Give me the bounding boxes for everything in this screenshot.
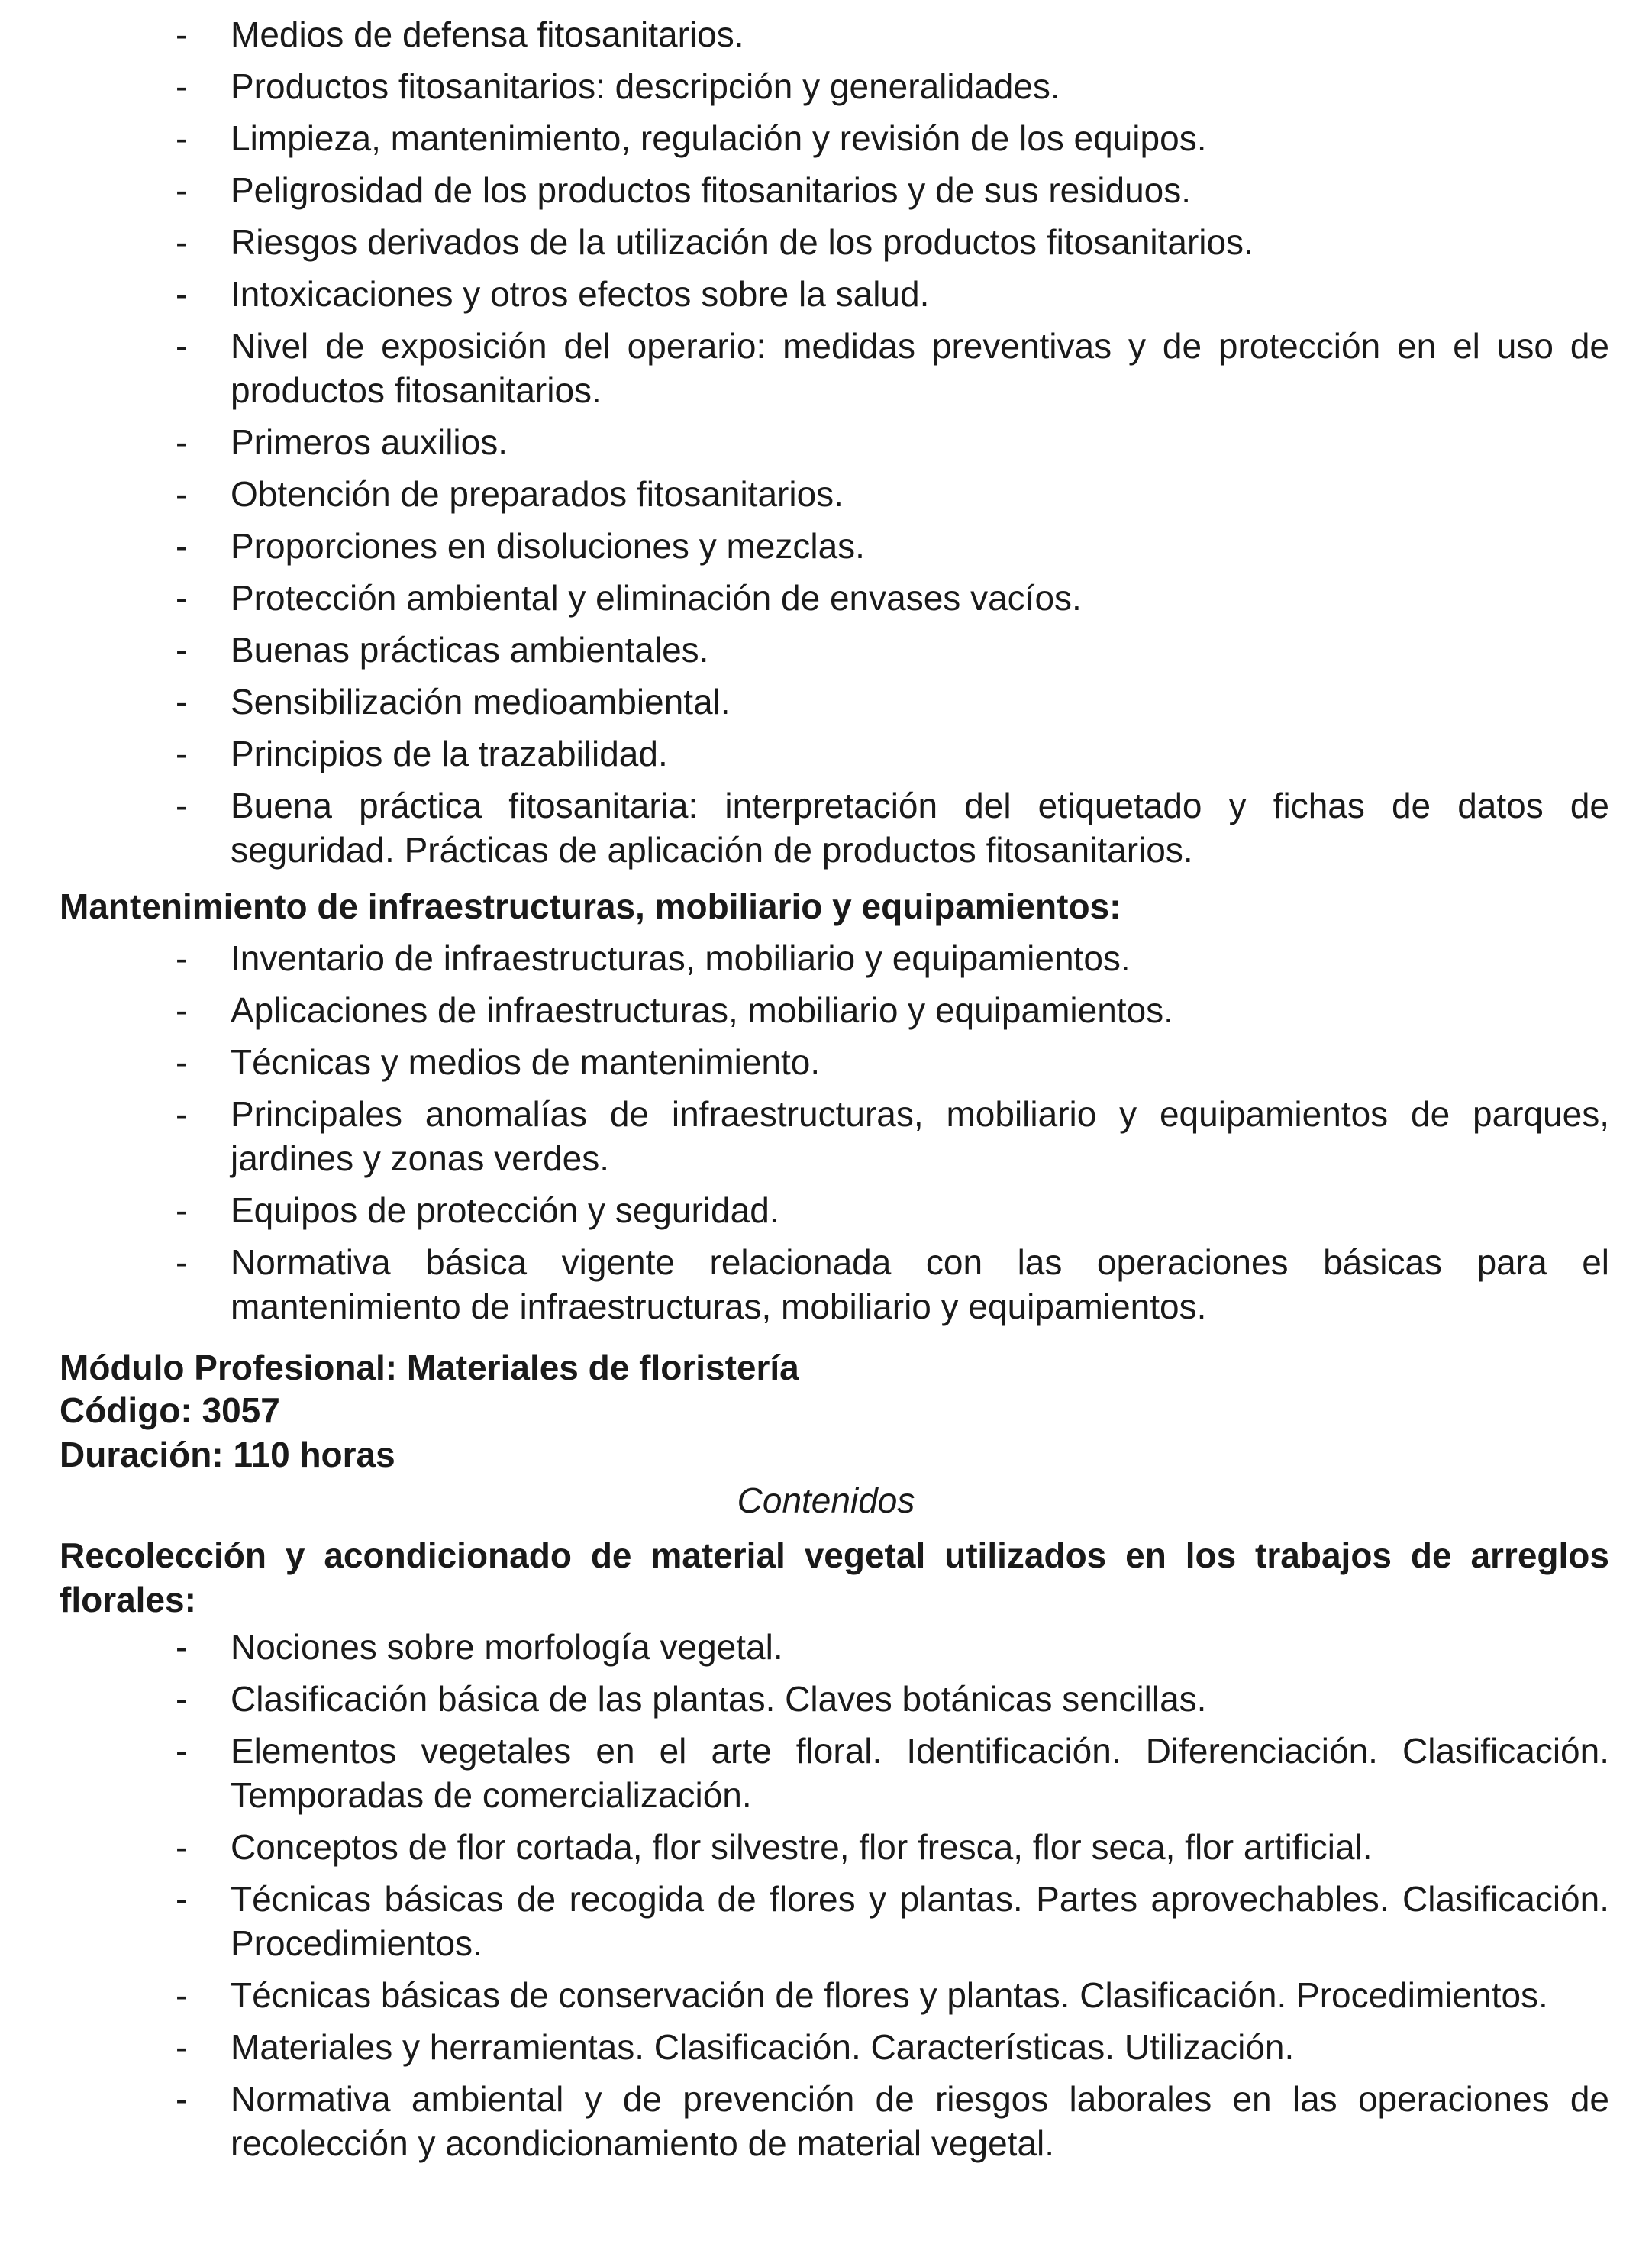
bullet-dash: - [176,990,188,1030]
list-item [176,576,1609,620]
list-item [176,272,1609,316]
bullet-dash: - [176,734,188,773]
bullet-dash: - [176,222,188,262]
bullet-dash: - [176,2027,188,2067]
list-item [176,1877,1609,1965]
bullet-dash: - [176,1094,188,1134]
list-item-text: Medios de defensa fitosanitarios. [231,15,744,54]
list-item-text: Peligrosidad de los productos fitosanitarios y de sus residuos. [231,170,1192,210]
list-item-text: Aplicaciones de infraestructuras, mobiliario y equipamientos. [231,990,1173,1030]
list-item [176,12,1609,57]
list-item [176,220,1609,264]
list-item [176,524,1609,568]
list-item [176,680,1609,724]
list-item-text: Conceptos de flor cortada, flor silvestre, flor fresca, flor seca, flor artificial. [231,1827,1373,1867]
bullet-dash: - [176,526,188,566]
list-item [176,1625,1609,1669]
bullet-dash: - [176,1879,188,1919]
list-item [176,1729,1609,1817]
list-item-text: Principios de la trazabilidad. [231,734,668,773]
list-item-text: Materiales y herramientas. Clasificación. Características. Utilización. [231,2027,1295,2067]
bullet-dash: - [176,15,188,54]
list-item-text: Primeros auxilios. [231,422,508,462]
list-item [176,1040,1609,1084]
list-item-text: Proporciones en disoluciones y mezclas. [231,526,865,566]
bullet-dash: - [176,2079,188,2119]
bullet-dash: - [176,66,188,106]
section2-list [0,936,1609,1336]
bullet-dash: - [176,630,188,670]
bullet-dash: - [176,682,188,722]
bullet-dash: - [176,1679,188,1719]
list-item [176,472,1609,516]
bullet-dash: - [176,1042,188,1082]
list-item [176,116,1609,160]
list-item-text: Principales anomalías de infraestructuras, mobiliario y equipamientos de parques, jardines y zonas verdes. [231,1094,1609,1178]
list-item-text: Técnicas básicas de conservación de flores y plantas. Clasificación. Procedimientos. [231,1975,1548,2015]
bullet-dash: - [176,786,188,825]
bullet-dash: - [176,422,188,462]
list-item [176,1677,1609,1721]
list-item [176,1092,1609,1180]
bullet-dash: - [176,118,188,158]
list-item [176,1240,1609,1329]
list-item-text: Obtención de preparados fitosanitarios. [231,474,844,514]
list-item-text: Nivel de exposición del operario: medidas preventivas y de protección en el uso de productos fitosanitarios. [231,326,1609,410]
bullet-dash: - [176,1827,188,1867]
list-item [176,783,1609,872]
list-item [176,2077,1609,2165]
bullet-dash: - [176,1731,188,1771]
list-item [176,2025,1609,2069]
list-item-text: Elementos vegetales en el arte floral. Identificación. Diferenciación. Clasificación. Temporadas de comercialización. [231,1731,1609,1815]
list-item-text: Productos fitosanitarios: descripción y generalidades. [231,66,1060,106]
list-item [176,936,1609,980]
bullet-dash: - [176,1975,188,2015]
bullet-dash: - [176,1242,188,1282]
list-item-text: Riesgos derivados de la utilización de los productos fitosanitarios. [231,222,1254,262]
list-item-text: Protección ambiental y eliminación de envases vacíos. [231,578,1082,618]
bullet-dash: - [176,170,188,210]
list-item [176,420,1609,464]
list-item [176,1973,1609,2017]
list-item-text: Clasificación básica de las plantas. Claves botánicas sencillas. [231,1679,1207,1719]
list-item [176,324,1609,412]
list-item-text: Nociones sobre morfología vegetal. [231,1627,783,1667]
module-title: Módulo Profesional: Materiales de floristería [60,1348,799,1387]
list-item [176,628,1609,672]
list-item [176,988,1609,1032]
list-item-text: Limpieza, mantenimiento, regulación y revisión de los equipos. [231,118,1207,158]
bullet-dash: - [176,1190,188,1230]
list-item-text: Normativa básica vigente relacionada con las operaciones básicas para el mantenimiento de infraestructuras, mobiliario y equipamientos. [231,1242,1609,1326]
contents-label: Contenidos [737,1480,915,1520]
list-item-text: Inventario de infraestructuras, mobiliario y equipamientos. [231,938,1131,978]
section3-list [0,1625,1609,2173]
bullet-dash: - [176,578,188,618]
bullet-dash: - [176,474,188,514]
bullet-dash: - [176,1627,188,1667]
list-item-text: Técnicas y medios de mantenimiento. [231,1042,821,1082]
list-item-text: Buenas prácticas ambientales. [231,630,709,670]
list-item [176,731,1609,776]
section1-list [0,12,1609,880]
section-heading-recoleccion: Recolección y acondicionado de material vegetal utilizados en los trabajos de arreglos florales: [60,1535,1609,1619]
list-item-text: Buena práctica fitosanitaria: interpretación del etiquetado y fichas de datos de seguridad. Prácticas de aplicación de productos fitosanitarios. [231,786,1609,870]
bullet-dash: - [176,326,188,366]
bullet-dash: - [176,274,188,314]
section-heading-mantenimiento: Mantenimiento de infraestructuras, mobiliario y equipamientos: [60,886,1121,926]
list-item-text: Intoxicaciones y otros efectos sobre la salud. [231,274,930,314]
list-item-text: Técnicas básicas de recogida de flores y plantas. Partes aprovechables. Clasificación. Procedimientos. [231,1879,1609,1963]
list-item-text: Normativa ambiental y de prevención de riesgos laborales en las operaciones de recolección y acondicionamiento de material vegetal. [231,2079,1609,2163]
list-item [176,168,1609,212]
list-item [176,64,1609,108]
list-item-text: Sensibilización medioambiental. [231,682,731,722]
list-item [176,1825,1609,1869]
module-duration: Duración: 110 horas [60,1435,395,1474]
list-item [176,1188,1609,1232]
bullet-dash: - [176,938,188,978]
list-item-text: Equipos de protección y seguridad. [231,1190,779,1230]
module-code: Código: 3057 [60,1390,280,1430]
